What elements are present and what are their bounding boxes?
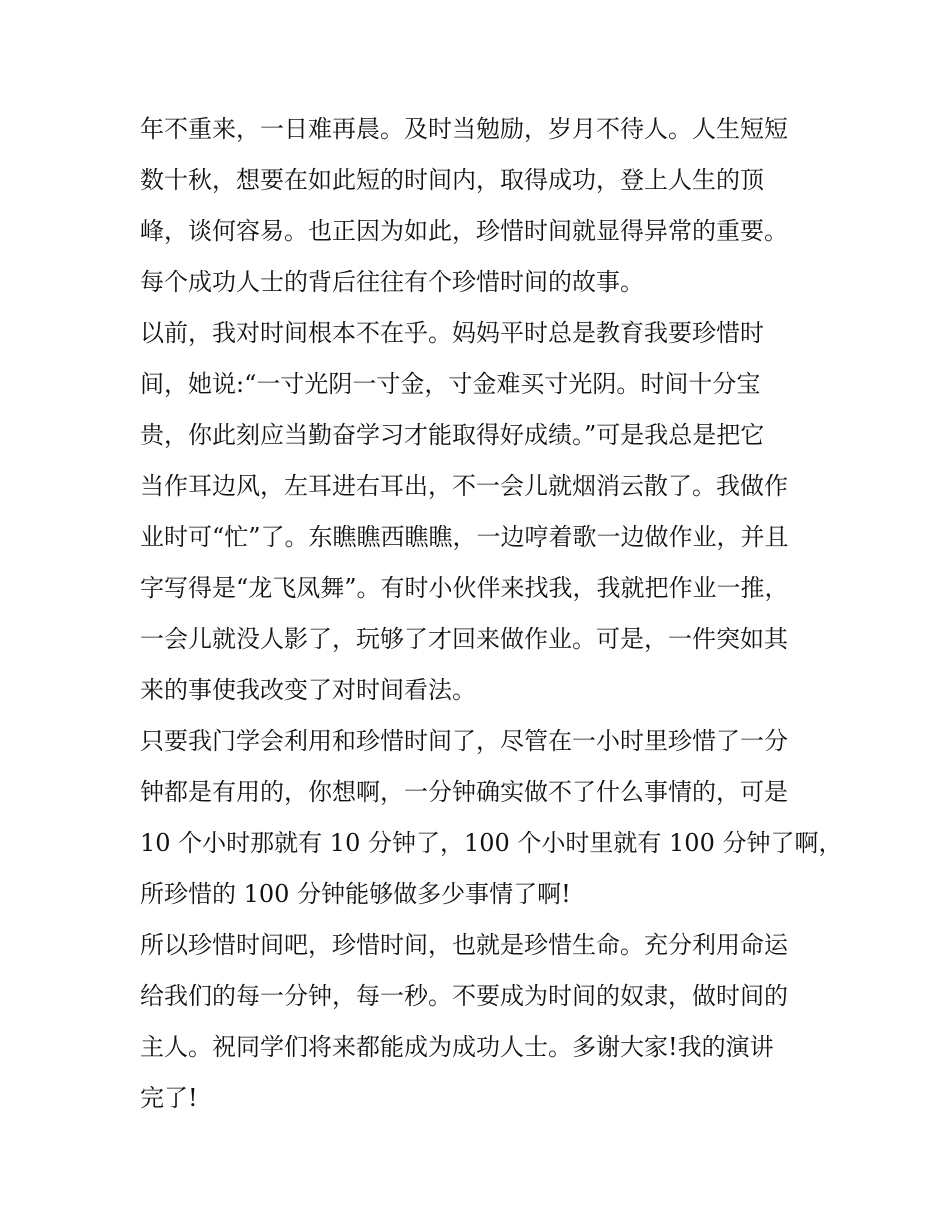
text-line: 业时可“忙”了。东瞧瞧西瞧瞧，一边哼着歌一边做作业，并且	[140, 523, 789, 551]
text-line: 贵，你此刻应当勤奋学习才能取得好成绩。”可是我总是把它	[140, 421, 765, 449]
text-line: 峰，谈何容易。也正因为如此，珍惜时间就显得异常的重要。	[140, 217, 788, 245]
text-line: 所珍惜的 100 分钟能够做多少事情了啊!	[140, 880, 571, 908]
text-line: 钟都是有用的，你想啊，一分钟确实做不了什么事情的，可是	[140, 778, 788, 806]
text-line: 所以珍惜时间吧，珍惜时间，也就是珍惜生命。充分利用命运	[140, 931, 788, 959]
text-line: 完了!	[140, 1084, 198, 1112]
text-line: 每个成功人士的背后往往有个珍惜时间的故事。	[140, 268, 644, 296]
text-line: 主人。祝同学们将来都能成为成功人士。多谢大家!我的演讲	[140, 1033, 774, 1061]
text-line: 来的事使我改变了对时间看法。	[140, 676, 476, 704]
text-line: 一会儿就没人影了，玩够了才回来做作业。可是，一件突如其	[140, 625, 788, 653]
text-line: 数十秋，想要在如此短的时间内，取得成功，登上人生的顶	[140, 166, 764, 194]
text-line: 年不重来，一日难再晨。及时当勉励，岁月不待人。人生短短	[140, 115, 788, 143]
text-line: 间，她说:“一寸光阴一寸金，寸金难买寸光阴。时间十分宝	[140, 370, 761, 398]
text-line: 10 个小时那就有 10 分钟了，100 个小时里就有 100 分钟了啊，	[140, 829, 843, 857]
text-line: 当作耳边风，左耳进右耳出，不一会儿就烟消云散了。我做作	[140, 472, 788, 500]
text-line: 字写得是“龙飞凤舞”。有时小伙伴来找我，我就把作业一推，	[140, 574, 789, 602]
text-line: 给我们的每一分钟，每一秒。不要成为时间的奴隶，做时间的	[140, 982, 788, 1010]
text-line: 只要我门学会利用和珍惜时间了，尽管在一小时里珍惜了一分	[140, 727, 788, 755]
text-line: 以前，我对时间根本不在乎。妈妈平时总是教育我要珍惜时	[140, 319, 764, 347]
